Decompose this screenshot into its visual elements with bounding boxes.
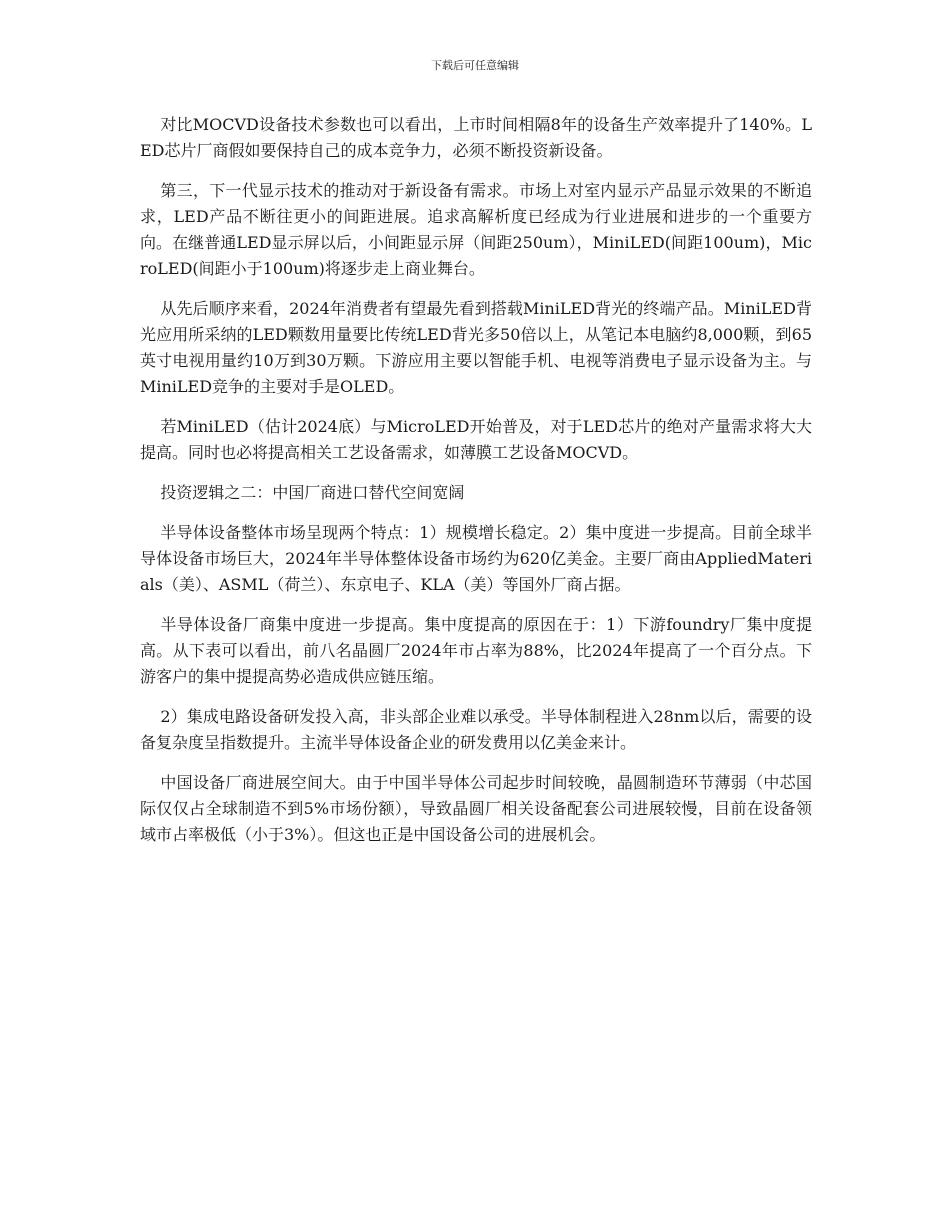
page-header: 下载后可任意编辑 xyxy=(431,59,519,72)
section-heading-investment-logic-2: 投资逻辑之二：中国厂商进口替代空间宽阔 xyxy=(160,483,465,502)
paragraph-china-opportunity: 中国设备厂商进展空间大。由于中国半导体公司起步时间较晚，晶圆制造环节薄弱（中芯国际仅仅占全球制造不到5%市场份额），导致晶圆厂相关设备配套公司进展较慢，目前在设备领域市占率极低（小于3%）。但这也正是中国设备公司的进展机会。 xyxy=(140,773,812,844)
paragraph-mocvd-efficiency: 对比MOCVD设备技术参数也可以看出，上市时间相隔8年的设备生产效率提升了140%。LED芯片厂商假如要保持自己的成本竞争力，必须不断投资新设备。 xyxy=(140,115,812,160)
document-body xyxy=(140,112,812,862)
paragraph-concentration: 半导体设备厂商集中度进一步提高。集中度提高的原因在于：1）下游foundry厂集中度提高。从下表可以看出，前八名晶圆厂2024年市占率为88%，比2024年提高了一个百分点。下游客户的集中提提高势必造成供应链压缩。 xyxy=(140,615,812,686)
paragraph-equipment-market: 半导体设备整体市场呈现两个特点：1）规模增长稳定。2）集中度进一步提高。目前全球半导体设备市场巨大，2024年半导体整体设备市场约为620亿美金。主要厂商由AppliedMaterials（美）、ASML（荷兰）、东京电子、KLA（美）等国外厂商占据。 xyxy=(140,523,812,594)
paragraph-microled-demand: 若MiniLED（估计2024底）与MicroLED开始普及，对于LED芯片的绝对产量需求将大大提高。同时也必将提高相关工艺设备需求，如薄膜工艺设备MOCVD。 xyxy=(140,417,812,462)
paragraph-rd-investment: 2）集成电路设备研发投入高，非头部企业难以承受。半导体制程进入28nm以后，需要的设备复杂度呈指数提升。主流半导体设备企业的研发费用以亿美金来计。 xyxy=(140,707,812,752)
paragraph-miniled-backlight: 从先后顺序来看，2024年消费者有望最先看到搭载MiniLED背光的终端产品。MiniLED背光应用所采纳的LED颗数用量要比传统LED背光多50倍以上，从笔记本电脑约8,000颗，到65英寸电视用量约10万到30万颗。下游应用主要以智能手机、电视等消费电子显示设备为主。与MiniLED竞争的主要对手是OLED。 xyxy=(140,299,812,396)
paragraph-display-technology: 第三，下一代显示技术的推动对于新设备有需求。市场上对室内显示产品显示效果的不断追求，LED产品不断往更小的间距进展。追求高解析度已经成为行业进展和进步的一个重要方向。在继普通LED显示屏以后，小间距显示屏（间距250um），MiniLED(间距100um)，MicroLED(间距小于100um)将逐步走上商业舞台。 xyxy=(140,181,812,278)
